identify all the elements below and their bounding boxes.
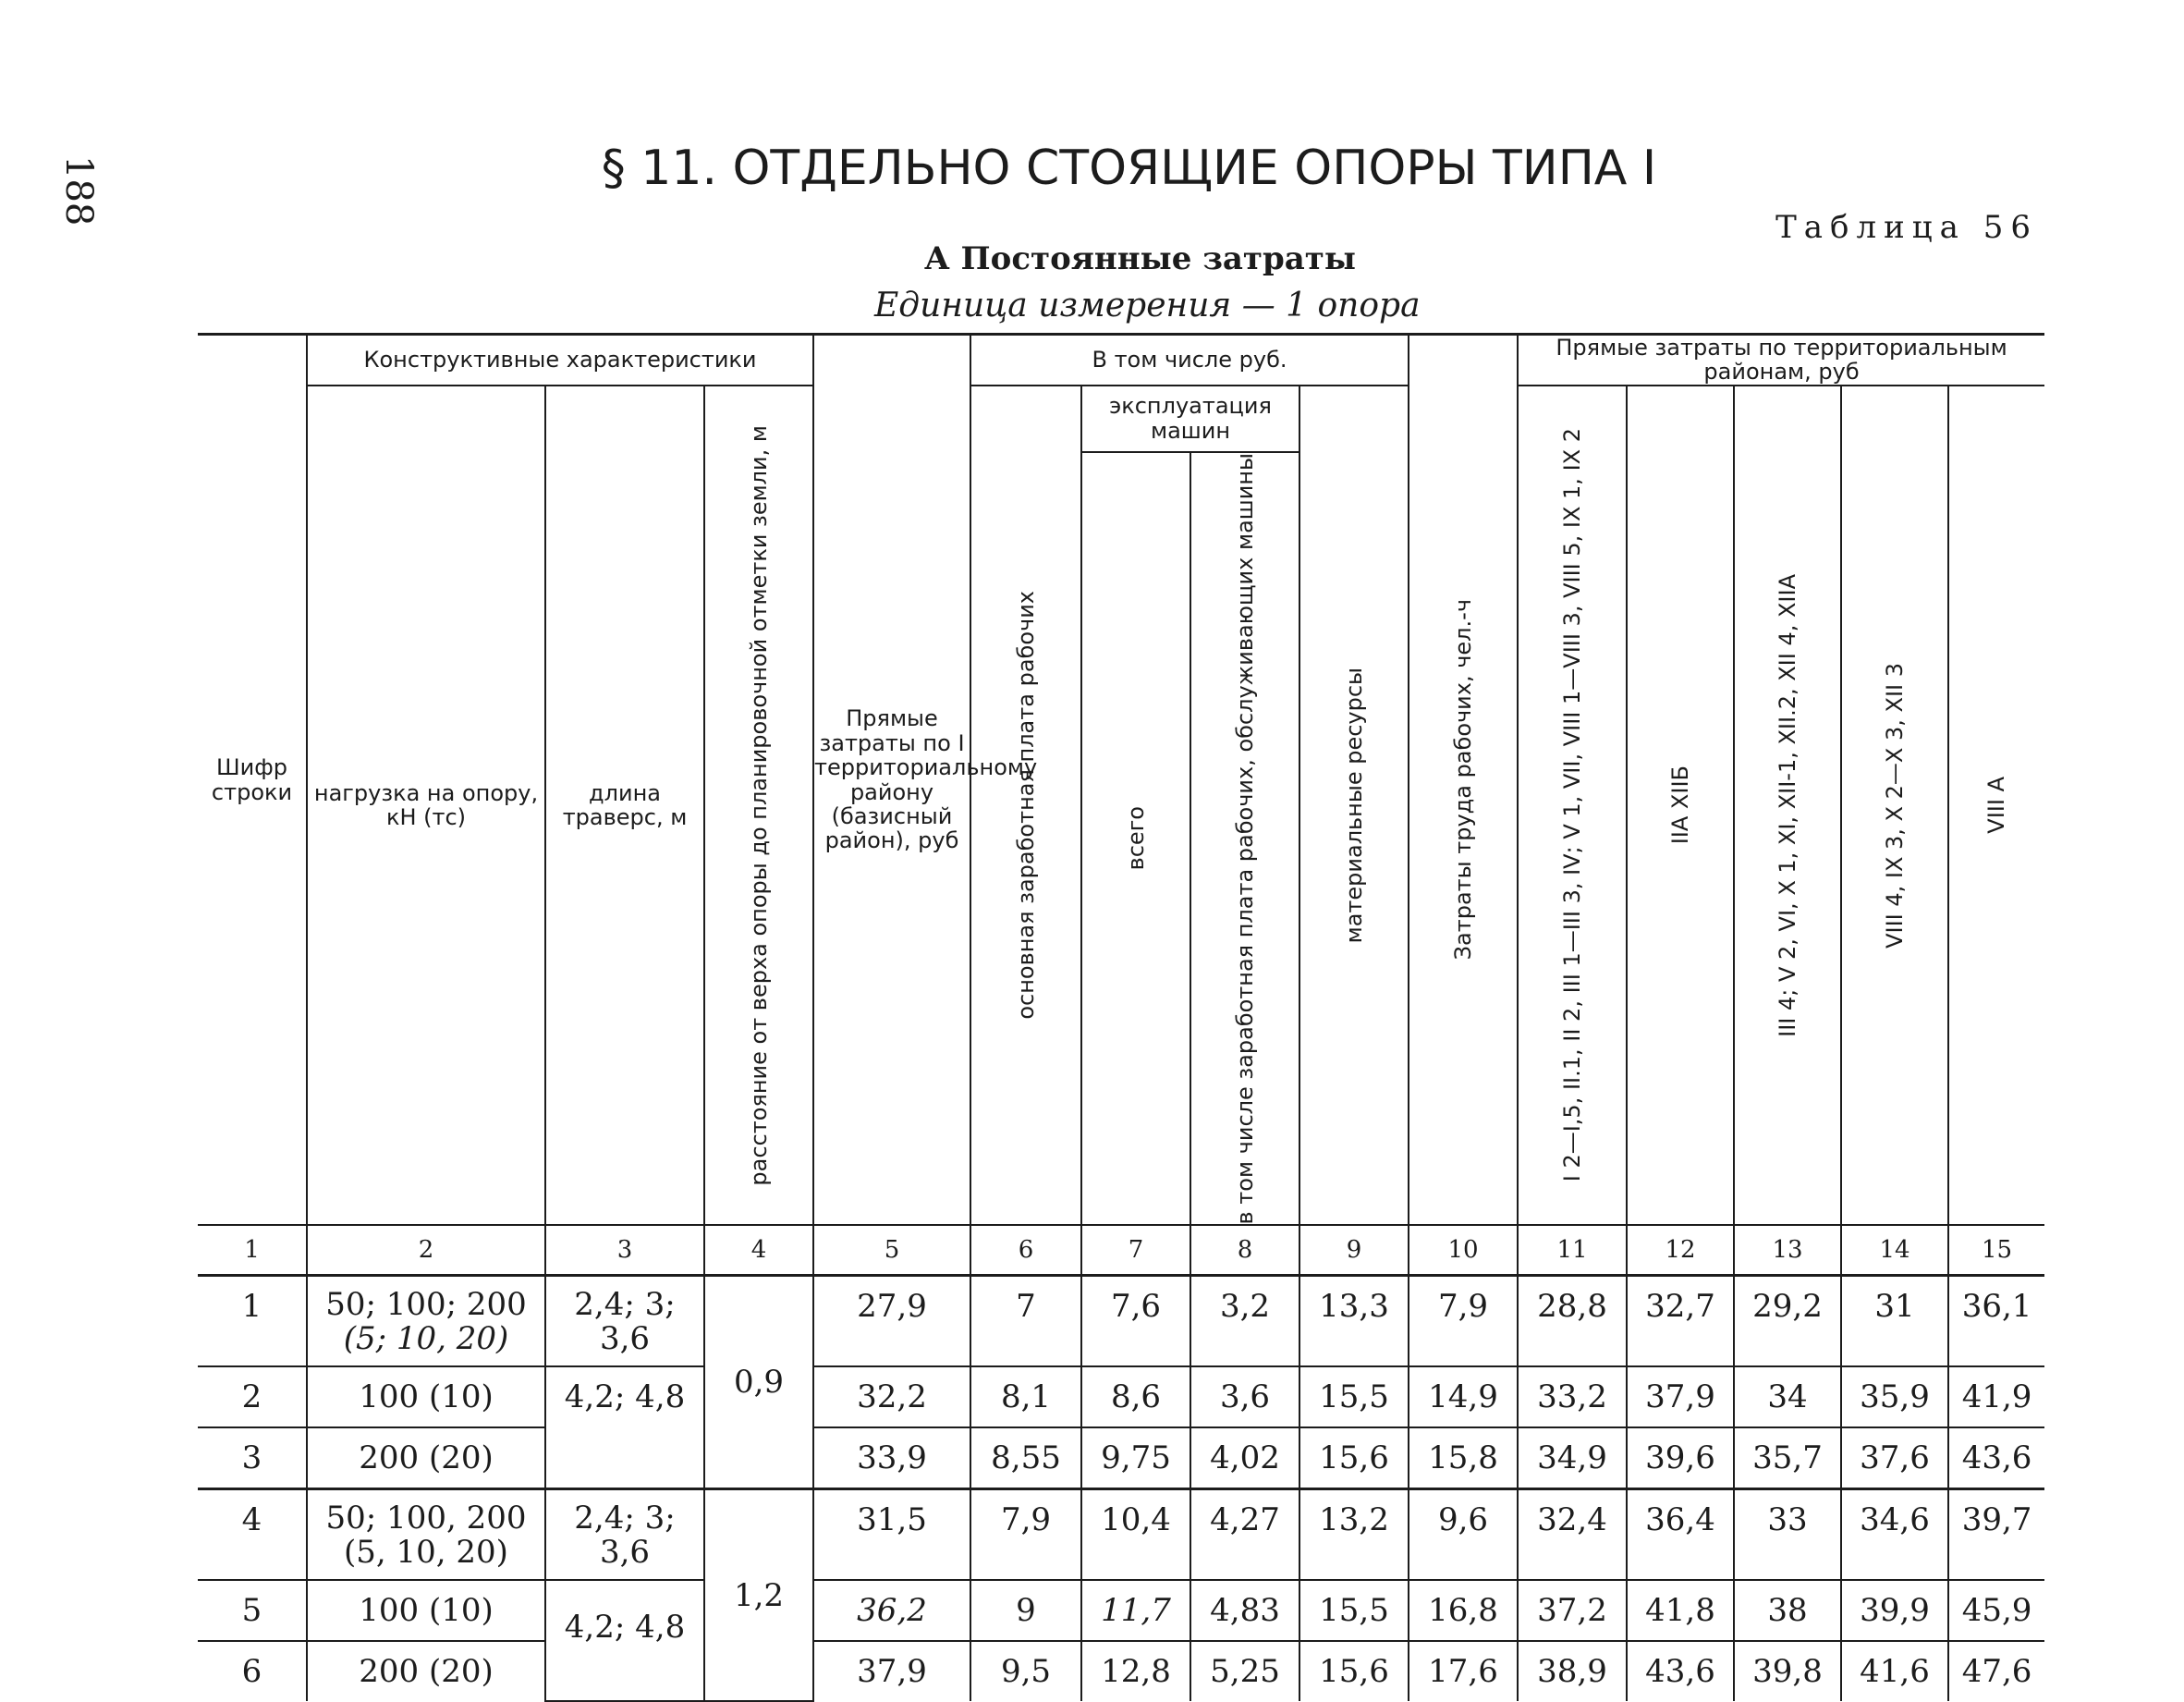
header-machines: эксплуатация машин: [1081, 386, 1299, 452]
cell-traverse: [545, 1489, 704, 1581]
cell-mach-wages: 4,02: [1190, 1427, 1299, 1489]
cell-labor: 7,9: [1409, 1276, 1518, 1367]
header-constructive: Конструктивные характеристики: [307, 335, 813, 386]
col-num: 13: [1734, 1225, 1841, 1276]
header-reg11: I 2—I,5, II.1, II 2, III 1—III 3, IV; V 1, VII, VIII 1—VIII 3, VIII 5, IX 1, IX 2: [1558, 428, 1585, 1182]
header-reg15: VIII А: [1983, 777, 2010, 834]
header-incl: В том числе руб.: [970, 335, 1409, 386]
cell-mach-total: 9,75: [1081, 1427, 1190, 1489]
cell-mach-wages: 4,27: [1190, 1489, 1299, 1581]
cell-reg15: 47,6: [1948, 1641, 2044, 1701]
table-row: [198, 1641, 2044, 1701]
cell-traverse: [545, 1276, 704, 1367]
header-reg11-cell: [1518, 386, 1627, 1225]
cell-mach-total: 11,7: [1081, 1580, 1190, 1641]
header-regional: Прямые затраты по территориальным районам, руб: [1518, 335, 2044, 386]
header-mach-wages: в том числе заработная плата рабочих, обслуживающих машины: [1231, 452, 1258, 1225]
cell-reg12: 36,4: [1627, 1489, 1734, 1581]
cell-reg13: 34: [1734, 1366, 1841, 1427]
cell-wages: 8,55: [970, 1427, 1081, 1489]
cell-reg13: 39,8: [1734, 1641, 1841, 1701]
cell-mach-wages: 5,25: [1190, 1641, 1299, 1701]
cell-labor: 15,8: [1409, 1427, 1518, 1489]
cell-materials: 13,2: [1299, 1489, 1409, 1581]
header-reg14-cell: [1841, 386, 1948, 1225]
cell-code: 5: [198, 1580, 307, 1641]
cell-reg11: 38,9: [1518, 1641, 1627, 1701]
cell-mach-wages: 4,83: [1190, 1580, 1299, 1641]
cell-reg12: 37,9: [1627, 1366, 1734, 1427]
col-num: 5: [813, 1225, 970, 1276]
cell-traverse-line1: 2,4; 3;: [574, 1286, 676, 1324]
cell-reg12: 32,7: [1627, 1276, 1734, 1367]
col-num: 4: [704, 1225, 813, 1276]
cell-reg15: 41,9: [1948, 1366, 2044, 1427]
cell-reg11: 37,2: [1518, 1580, 1627, 1641]
section-title: § 11. ОТДЕЛЬНО СТОЯЩИЕ ОПОРЫ ТИПА I: [601, 141, 1657, 196]
cell-mach-total: 7,6: [1081, 1276, 1190, 1367]
cell-code: 1: [198, 1276, 307, 1367]
cell-traverse-line1: 2,4; 3;: [574, 1500, 676, 1537]
col-num: 8: [1190, 1225, 1299, 1276]
cell-labor: 17,6: [1409, 1641, 1518, 1701]
cell-materials: 13,3: [1299, 1276, 1409, 1367]
cell-labor: 14,9: [1409, 1366, 1518, 1427]
cell-reg11: 33,2: [1518, 1366, 1627, 1427]
cell-reg11: 32,4: [1518, 1489, 1627, 1581]
col-num: 15: [1948, 1225, 2044, 1276]
table-row: [198, 1276, 2044, 1367]
cell-wages: 8,1: [970, 1366, 1081, 1427]
header-mach-total: всего: [1122, 806, 1149, 871]
header-distance-cell: [704, 386, 813, 1225]
header-labor-cell: [1409, 335, 1518, 1226]
table-row: [198, 1366, 2044, 1427]
cell-traverse: 4,2; 4,8: [545, 1580, 704, 1701]
cell-load-line2: (5, 10, 20): [344, 1533, 508, 1571]
header-reg12: IIА XIIБ: [1666, 765, 1693, 845]
header-mach-total-cell: [1081, 452, 1190, 1225]
subtitle: А Постоянные затраты: [924, 240, 1356, 277]
cell-wages: 9: [970, 1580, 1081, 1641]
header-reg14: VIII 4, IX 3, X 2—X 3, XII 3: [1881, 662, 1908, 949]
header-traverse: длина траверс, м: [545, 386, 704, 1225]
header-load: нагрузка на опору, кН (тс): [307, 386, 545, 1225]
col-num: 7: [1081, 1225, 1190, 1276]
cell-mach-wages: 3,2: [1190, 1276, 1299, 1367]
table-row: [198, 1427, 2044, 1489]
header-reg12-cell: [1627, 386, 1734, 1225]
cost-table: [198, 333, 2044, 1702]
cell-traverse-line2: 3,6: [599, 1319, 651, 1357]
cell-reg14: 31: [1841, 1276, 1948, 1367]
cell-reg13: 33: [1734, 1489, 1841, 1581]
cell-reg14: 37,6: [1841, 1427, 1948, 1489]
cell-load: 100 (10): [307, 1366, 545, 1427]
cell-reg14: 39,9: [1841, 1580, 1948, 1641]
cell-labor: 9,6: [1409, 1489, 1518, 1581]
cell-load: [307, 1276, 545, 1367]
cell-wages: 7,9: [970, 1489, 1081, 1581]
header-distance: расстояние от верха опоры до планировочной отметки земли, м: [745, 424, 772, 1186]
cell-labor: 16,8: [1409, 1580, 1518, 1641]
cell-mach-total: 12,8: [1081, 1641, 1190, 1701]
col-num: 14: [1841, 1225, 1948, 1276]
cell-reg14: 35,9: [1841, 1366, 1948, 1427]
cell-traverse: 4,2; 4,8: [545, 1366, 704, 1489]
table-label: Таблица 56: [1775, 209, 2038, 246]
header-wages: основная заработная плата рабочих: [1012, 591, 1039, 1020]
cell-reg13: 35,7: [1734, 1427, 1841, 1489]
page-number: 188: [57, 155, 100, 227]
col-num: 3: [545, 1225, 704, 1276]
cell-direct: 33,9: [813, 1427, 970, 1489]
cell-wages: 9,5: [970, 1641, 1081, 1701]
cell-reg15: 39,7: [1948, 1489, 2044, 1581]
cell-materials: 15,6: [1299, 1427, 1409, 1489]
cell-mach-total: 8,6: [1081, 1366, 1190, 1427]
cell-materials: 15,6: [1299, 1641, 1409, 1701]
cell-reg12: 39,6: [1627, 1427, 1734, 1489]
column-number-row: [198, 1225, 2044, 1276]
cell-reg12: 41,8: [1627, 1580, 1734, 1641]
cell-direct: 31,5: [813, 1489, 970, 1581]
cell-load-line2: (5; 10, 20): [343, 1319, 509, 1357]
cell-materials: 15,5: [1299, 1580, 1409, 1641]
cell-traverse-line2: 3,6: [599, 1533, 651, 1571]
col-num: 2: [307, 1225, 545, 1276]
cell-reg13: 38: [1734, 1580, 1841, 1641]
header-reg15-cell: [1948, 386, 2044, 1225]
cell-reg13: 29,2: [1734, 1276, 1841, 1367]
table-row: [198, 1489, 2044, 1581]
cell-load: 200 (20): [307, 1641, 545, 1701]
header-wages-cell: [970, 386, 1081, 1225]
col-num: 9: [1299, 1225, 1409, 1276]
unit-of-measure: Единица измерения — 1 опора: [874, 287, 1421, 324]
header-labor: Затраты труда рабочих, чел.-ч: [1449, 599, 1476, 961]
cell-direct: 37,9: [813, 1641, 970, 1701]
header-mach-wages-cell: [1190, 452, 1299, 1225]
col-num: 12: [1627, 1225, 1734, 1276]
cell-materials: 15,5: [1299, 1366, 1409, 1427]
cell-code: 6: [198, 1641, 307, 1701]
cell-load-line1: 50; 100, 200: [325, 1500, 527, 1537]
header-reg13-cell: [1734, 386, 1841, 1225]
cell-direct: 32,2: [813, 1366, 970, 1427]
cell-direct: 36,2: [813, 1580, 970, 1641]
header-materials: материальные ресурсы: [1340, 667, 1367, 944]
cell-reg15: 45,9: [1948, 1580, 2044, 1641]
cell-wages: 7: [970, 1276, 1081, 1367]
col-num: 6: [970, 1225, 1081, 1276]
cell-mach-wages: 3,6: [1190, 1366, 1299, 1427]
cell-load: 100 (10): [307, 1580, 545, 1641]
header-materials-cell: [1299, 386, 1409, 1225]
cell-direct: 27,9: [813, 1276, 970, 1367]
header-code: Шифр строки: [198, 335, 307, 1226]
cell-load: [307, 1489, 545, 1581]
cell-load-line1: 50; 100; 200: [325, 1286, 527, 1324]
cell-load: 200 (20): [307, 1427, 545, 1489]
cell-reg14: 41,6: [1841, 1641, 1948, 1701]
cell-distance: 1,2: [704, 1489, 813, 1702]
col-num: 1: [198, 1225, 307, 1276]
cell-mach-total: 10,4: [1081, 1489, 1190, 1581]
cell-code: 2: [198, 1366, 307, 1427]
header-direct-base: Прямые затраты по I территориальному району (базисный район), руб: [813, 335, 970, 1226]
col-num: 11: [1518, 1225, 1627, 1276]
cell-distance: 0,9: [704, 1276, 813, 1489]
cell-reg12: 43,6: [1627, 1641, 1734, 1701]
cell-reg15: 36,1: [1948, 1276, 2044, 1367]
table-row: [198, 1580, 2044, 1641]
cell-reg14: 34,6: [1841, 1489, 1948, 1581]
cell-reg11: 34,9: [1518, 1427, 1627, 1489]
cell-code: 4: [198, 1489, 307, 1581]
cell-reg15: 43,6: [1948, 1427, 2044, 1489]
col-num: 10: [1409, 1225, 1518, 1276]
cell-code: 3: [198, 1427, 307, 1489]
cell-reg11: 28,8: [1518, 1276, 1627, 1367]
header-reg13: III 4; V 2, VI, X 1, XI, XII-1, XII.2, XII 4, XIIА: [1774, 573, 1800, 1037]
